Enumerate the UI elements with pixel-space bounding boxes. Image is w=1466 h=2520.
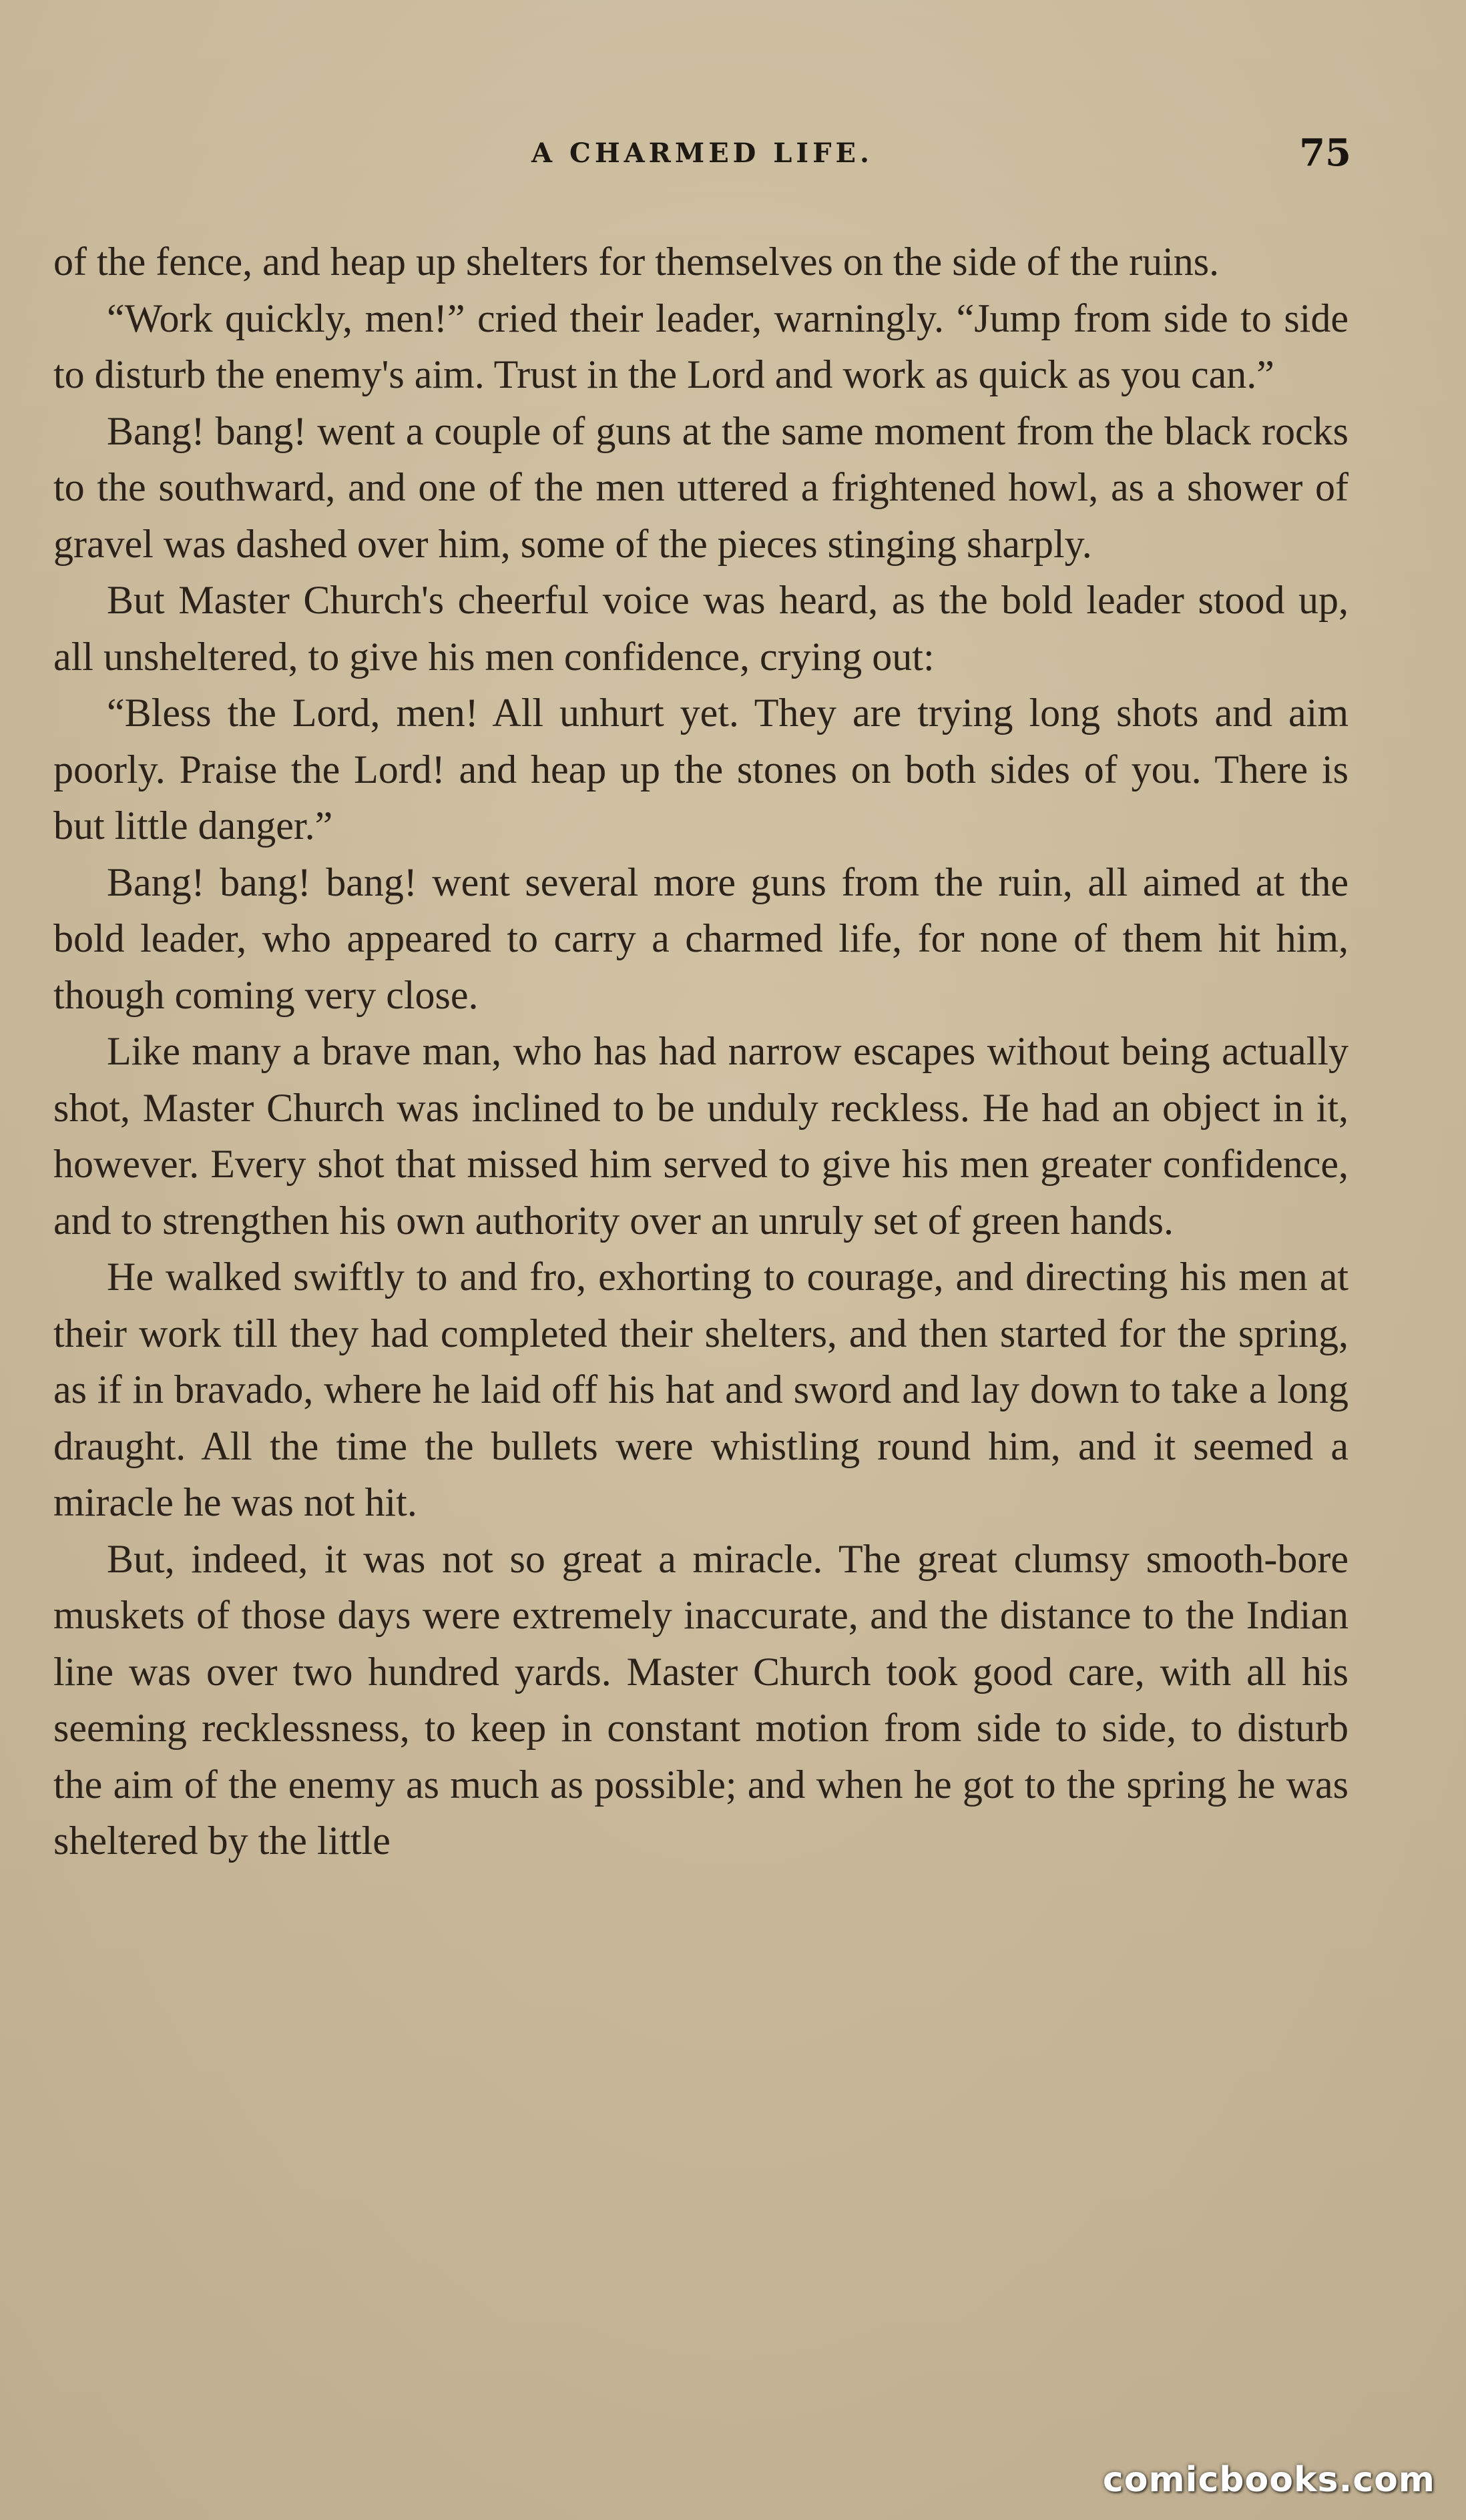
body-text — [53, 234, 1349, 1869]
paragraph: But, indeed, it was not so great a miracle. The great clumsy smooth-bore muskets of those days were extremely inaccurate, and the distance to the Indian line was over two hundred yards. Master Church took good care, with all his seeming recklessness, to keep in constant motion from side to side, to disturb the aim of the enemy as much as possible; and when he got to the spring he was sheltered by the little — [53, 1536, 1349, 1863]
paragraph: “Work quickly, men!” cried their leader, warningly. “Jump from side to side to disturb the enemy's aim. Trust in the Lord and work as quick as you can.” — [53, 296, 1349, 396]
watermark: comicbooks.com — [1102, 2460, 1435, 2500]
paragraph: Like many a brave man, who has had narrow escapes without being actually shot, Master Church was inclined to be unduly reckless. He had an object in it, however. Every shot that missed him served to give his men greater confidence, and to strengthen his own authority over an unruly set of green hands. — [53, 1029, 1349, 1243]
page-header — [53, 131, 1351, 184]
paragraph: “Bless the Lord, men! All unhurt yet. They are trying long shots and aim poorly. Praise the Lord! and heap up the stones on both sides of you. There is but little danger.” — [53, 691, 1349, 848]
paragraph: Bang! bang! went a couple of guns at the same moment from the black rocks to the southward, and one of the men uttered a frightened howl, as a shower of gravel was dashed over him, some of the pieces stinging sharply. — [53, 408, 1349, 566]
paragraph: But Master Church's cheerful voice was heard, as the bold leader stood up, all unsheltered, to give his men confidence, crying out: — [53, 578, 1349, 679]
running-head: A CHARMED LIFE. — [531, 137, 873, 169]
paragraph: Bang! bang! bang! went several more guns from the ruin, all aimed at the bold leader, who appeared to carry a charmed life, for none of them hit him, though coming very close. — [53, 860, 1349, 1017]
paragraph: He walked swiftly to and fro, exhorting to courage, and directing his men at their work till they had completed their shelters, and then started for the spring, as if in bravado, where he laid off his hat and sword and lay down to take a long draught. All the time the bullets were whistling round him, and it seemed a miracle he was not hit. — [53, 1255, 1349, 1524]
paragraph: of the fence, and heap up shelters for themselves on the side of the ruins. — [53, 240, 1220, 284]
page-number: 75 — [1299, 131, 1351, 175]
